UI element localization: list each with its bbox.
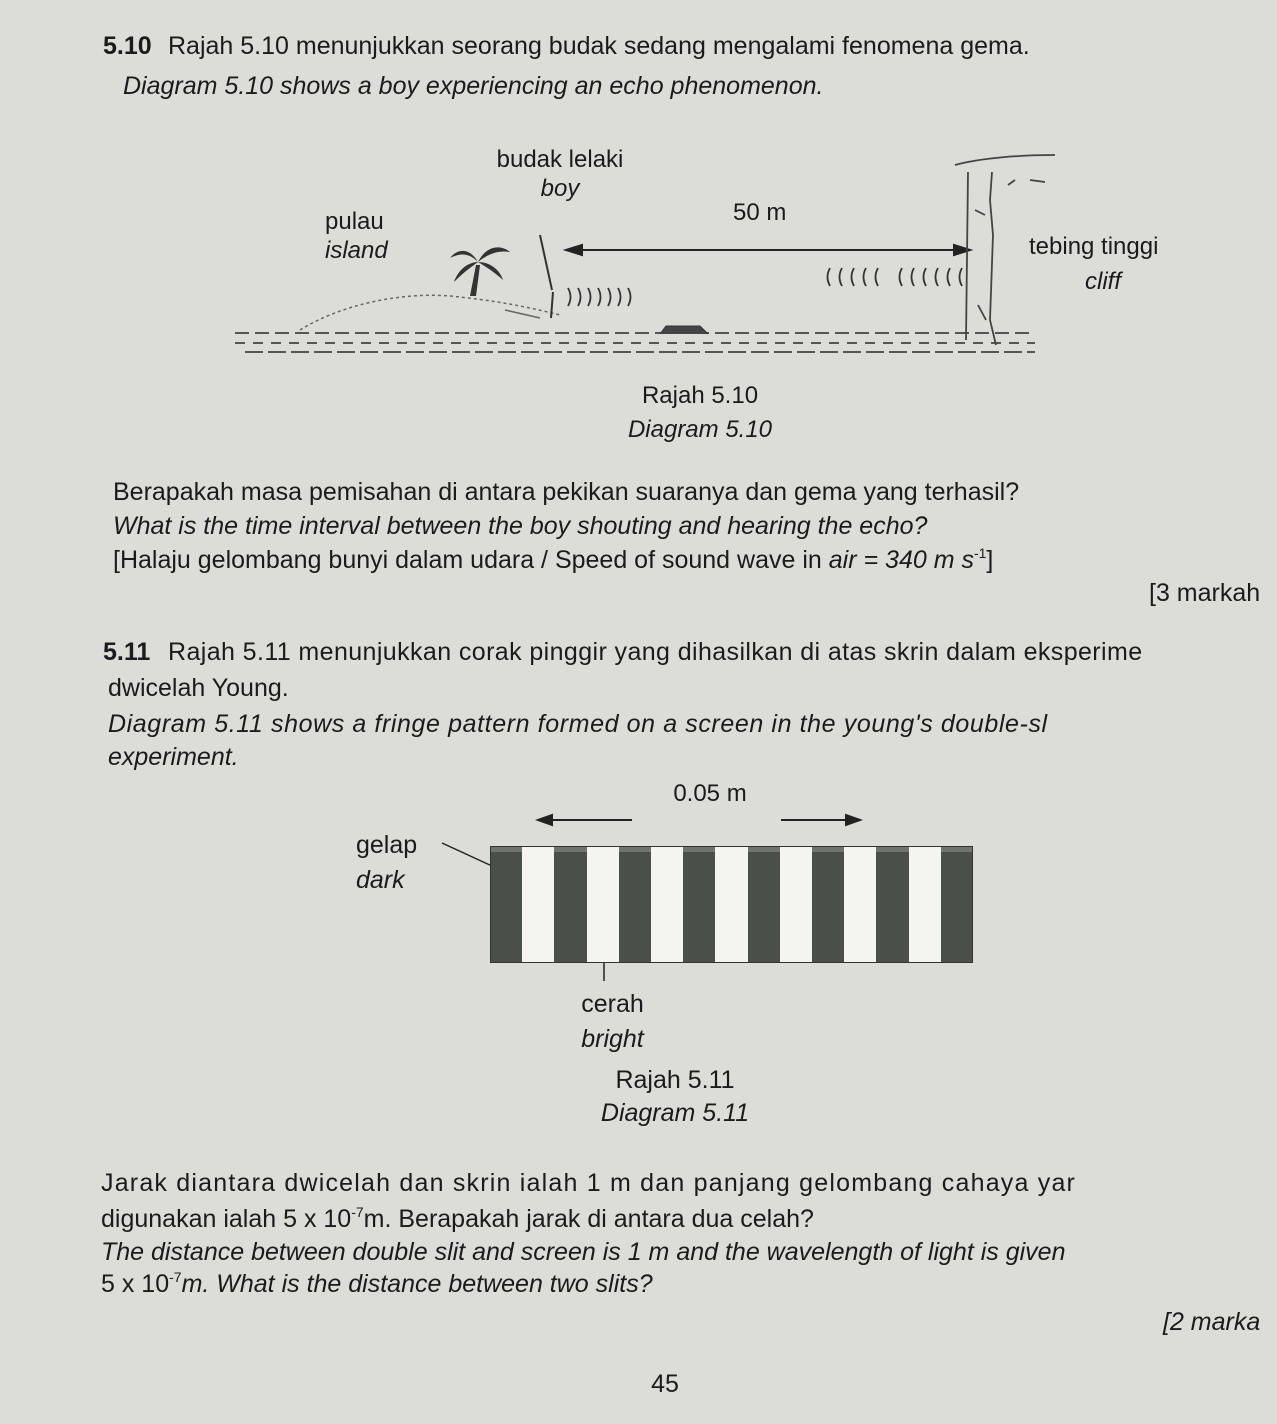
island-label-malay: pulau <box>325 208 384 235</box>
q510-given-data: [Halaju gelombang bunyi dalam udara / Speed of sound wave in air = 340 m $s^{-1}$] <box>113 545 994 574</box>
q511-marks: [2 marka <box>1163 1308 1261 1336</box>
diagram-511-caption-malay: Rajah 5.11 <box>615 1066 735 1094</box>
q511-stem-malay-line1: Rajah 5.11 menunjukkan corak pinggir yang dihasilkan di atas skrin dalam eksperime <box>168 638 1143 666</box>
bright-label-english: bright <box>581 1025 644 1053</box>
q511-question-english-line2: 5 x $10^{-7}m$. What is the distance between two slits? <box>101 1269 653 1298</box>
q511-question-malay-line1: Jarak diantara dwicelah dan skrin ialah 1 m dan panjang gelombang cahaya yar <box>101 1169 1077 1197</box>
q511-stem-english-line1: Diagram 5.11 shows a fringe pattern formed on a screen in the young's double-sl <box>108 710 1048 738</box>
cliff-label-english: cliff <box>1085 268 1121 295</box>
dark-label-english: dark <box>356 866 405 894</box>
distance-label: 50 m <box>733 199 787 226</box>
fringe-frame <box>490 846 973 963</box>
bright-label-malay: cerah <box>581 990 644 1018</box>
q510-question-english: What is the time interval between the boy shouting and hearing the echo? <box>113 512 928 540</box>
q510-stem-english: Diagram 5.10 shows a boy experiencing an echo phenomenon. <box>123 72 824 100</box>
diagram-510-caption-english: Diagram 5.10 <box>627 416 773 443</box>
q511-question-malay-line2: digunakan ialah 5 x $10^{-7}m$. Berapakah jarak di antara dua celah? <box>101 1204 814 1233</box>
fringe-width-label: 0.05 m <box>673 780 747 807</box>
island-label-english: island <box>325 237 388 264</box>
q511-stem-english-line2: experiment. <box>108 743 239 771</box>
q510-marks: [3 markah <box>1149 579 1261 607</box>
q510-question-malay: Berapakah masa pemisahan di antara pekikan suaranya dan gema yang terhasil? <box>113 478 1020 506</box>
q510-stem-malay: Rajah 5.10 menunjukkan seorang budak sedang mengalami fenomena gema. <box>168 32 1030 60</box>
q510-number: 5.10 <box>103 32 152 60</box>
diagram-511-caption-english: Diagram 5.11 <box>600 1099 750 1127</box>
q511-number: 5.11 <box>103 638 151 666</box>
q511-question-english-line1: The distance between double slit and screen is 1 m and the wavelength of light is given <box>101 1238 1066 1266</box>
dark-pointer-line <box>442 843 492 866</box>
q511-stem-malay-line2: dwicelah Young. <box>108 674 289 702</box>
boy-label-malay: budak lelaki <box>496 146 624 173</box>
cliff-label-malay: tebing tinggi <box>1029 233 1159 260</box>
page-number: 45 <box>651 1370 679 1398</box>
diagram-510-caption-malay: Rajah 5.10 <box>641 382 759 409</box>
boy-label-english: boy <box>540 175 580 202</box>
dark-label-malay: gelap <box>356 831 418 859</box>
